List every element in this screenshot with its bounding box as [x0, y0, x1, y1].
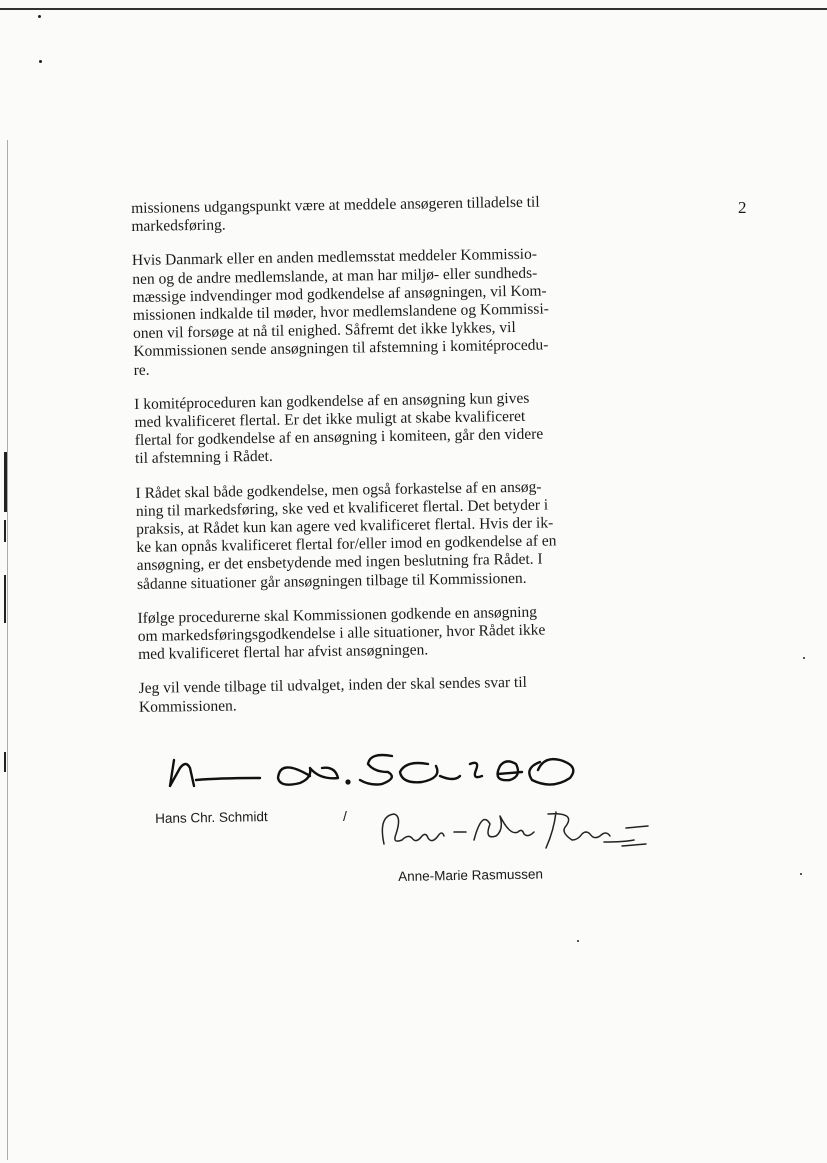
- body-paragraph: [139, 673, 580, 716]
- scan-speck: [39, 60, 42, 63]
- body-line: om markedsføringsgodkendelse i alle situationer, hvor Rådet ikke: [137, 621, 546, 646]
- body-paragraph: [137, 603, 578, 665]
- body-line: Kommissionen sende ansøgningen til afstemning i komitéprocedu-: [133, 336, 549, 361]
- body-line: Ifølge procedurerne skal Kommissionen godkende en ansøgning: [137, 603, 538, 627]
- scan-edge-top: [0, 8, 827, 10]
- body-paragraph: [131, 193, 572, 236]
- body-line: ning til markedsføring, ske ved et kvalificeret flertal. Det betyder i: [135, 496, 549, 520]
- body-line: med kvalificeret flertal. Er det ikke muligt at skabe kvalificeret: [134, 407, 526, 432]
- letter-body: [131, 193, 579, 733]
- body-line: til afstemning i Rådet.: [134, 448, 273, 468]
- body-line: mæssige indvendinger mod godkendelse af ansøgningen, vil Kom-: [132, 282, 547, 306]
- body-paragraph: [135, 478, 577, 594]
- page-number: 2: [738, 198, 747, 217]
- body-line: I Rådet skal både godkendelse, men også forkastelse af en ansøg-: [135, 478, 542, 502]
- body-paragraph: [132, 245, 574, 379]
- binding-mark: [4, 520, 6, 542]
- signatory-name-first: Hans Chr. Schmidt: [155, 809, 268, 826]
- body-line: sådanne situationer går ansøgningen tilbage til Kommissionen.: [136, 569, 527, 593]
- signatory-name-second: Anne-Marie Rasmussen: [398, 866, 544, 884]
- body-line: re.: [133, 361, 150, 379]
- scan-speck: [803, 657, 805, 659]
- scan-speck: [38, 15, 41, 18]
- scan-speck: [577, 940, 579, 942]
- scan-speck: [800, 873, 802, 875]
- body-line: missionens udgangspunkt være at meddele ansøgeren tilladelse til: [131, 193, 540, 217]
- binding-mark: [4, 575, 6, 623]
- body-line: med kvalificeret flertal har afvist ansøgningen.: [138, 641, 429, 664]
- body-line: Jeg vil vende tilbage til udvalget, inden der skal sendes svar til: [138, 674, 528, 698]
- body-line: Kommissionen.: [138, 697, 237, 716]
- binding-mark: [4, 752, 6, 772]
- signature-anne-marie-rasmussen: [378, 800, 658, 855]
- binding-mark: [4, 452, 7, 512]
- body-paragraph: [134, 389, 575, 469]
- body-line: Hvis Danmark eller en anden medlemsstat meddeler Kommissio-: [131, 246, 538, 270]
- body-line: markedsføring.: [131, 216, 226, 236]
- scan-edge-left: [7, 140, 8, 1160]
- body-line: onen vil forsøge at nå til enighed. Såfremt det ikke lykkes, vil: [132, 319, 516, 343]
- body-line: ke kan opnås kvalificeret flertal for/eller imod en godkendelse af en: [136, 532, 557, 557]
- signatory-separator: /: [343, 808, 347, 824]
- body-line: ansøgning, er det ensbetydende med ingen beslutning fra Rådet. I: [136, 551, 543, 575]
- body-line: missionen indkalde til møder, hvor medlemslandene og Kommissi-: [132, 300, 549, 325]
- body-line: flertal for godkendelse af en ansøgning i komiteen, går den videre: [134, 425, 544, 450]
- body-line: nen og de andre medlemslande, at man har miljø- eller sundheds-: [132, 264, 538, 288]
- signature-hans-chr-schmidt: [160, 738, 590, 793]
- body-line: I komitéproceduren kan godkendelse af en ansøgning kun gives: [134, 389, 530, 413]
- body-line: praksis, at Rådet kun kan agere ved kvalificeret flertal. Hvis der ik-: [136, 514, 554, 539]
